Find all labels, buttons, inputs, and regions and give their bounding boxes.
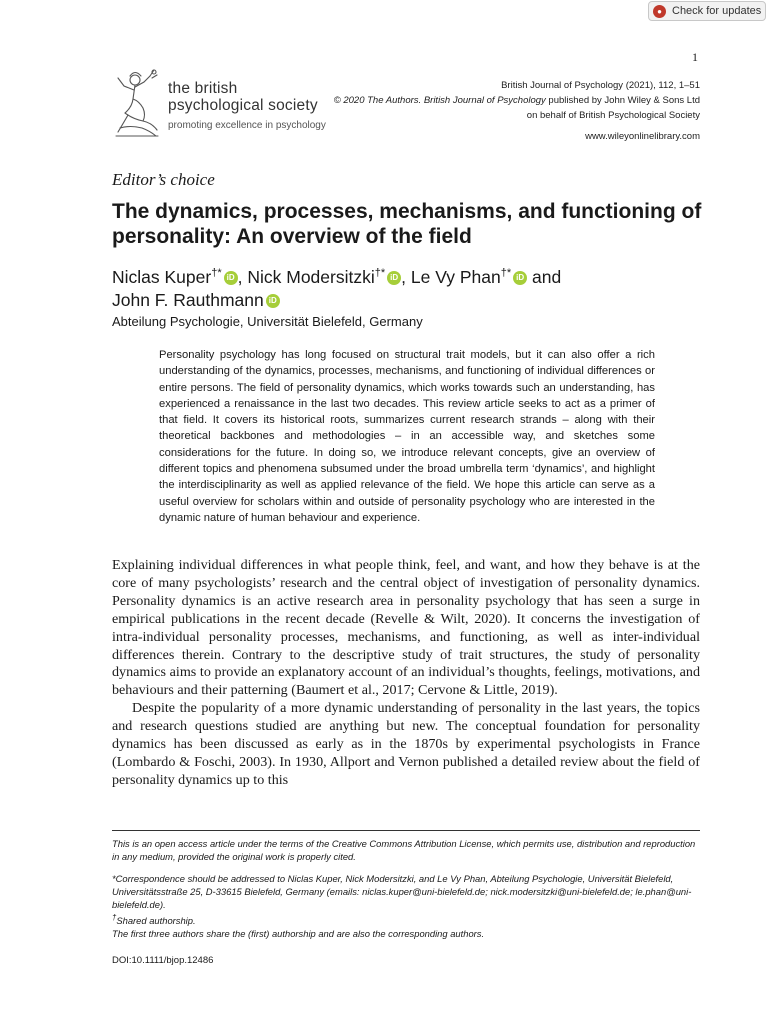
copyright-prefix: © 2020 The Authors.: [333, 95, 424, 106]
orcid-icon[interactable]: iD: [224, 271, 238, 285]
orcid-icon[interactable]: iD: [513, 271, 527, 285]
page-number: 1: [692, 50, 698, 64]
author-mark: †*: [374, 267, 386, 279]
bps-logo: [108, 66, 348, 141]
logo-line1: the british: [168, 80, 238, 97]
license-note: This is an open access article under the terms of the Creative Commons Attribution License, which permits use, distribution and reproduction in any medium, provided the original work is properly cited.: [112, 838, 696, 862]
author-name[interactable]: Niclas Kuper: [112, 266, 212, 287]
author-name[interactable]: Nick Modersitzki: [247, 266, 375, 287]
author-mark: †*: [500, 267, 512, 279]
journal-info: [334, 78, 700, 144]
author-list: Niclas Kuper†* iD , Nick Modersitzki†* iD , Le Vy Phan†* iD and John F. Rauthmann iD: [112, 266, 562, 310]
shared-mark: †: [112, 913, 117, 922]
copyright-journal: British Journal of Psychology: [423, 95, 546, 106]
correspondence-note: *Correspondence should be addressed to Niclas Kuper, Nick Modersitzki, and Le Vy Phan, Abteilung Psychologie, Universität Bielefeld, Universitätsstraße 25, D-33615 Bielefeld, Germany (emails: niclas.kuper@uni-bielefeld.de; nick.modersitzki@uni-bielefeld.de; le.phan@uni-bielefeld.de).: [112, 873, 692, 910]
check-for-updates-label: Check for updates: [672, 5, 762, 17]
copyright-suffix: published by John Wiley & Sons Ltd: [545, 95, 700, 106]
author-and: and: [532, 266, 562, 287]
journal-url[interactable]: www.wileyonlinelibrary.com: [585, 131, 700, 142]
section-label: Editor’s choice: [112, 170, 215, 189]
body-paragraph: Despite the popularity of a more dynamic understanding of personality in the last years, the topics and research questions studied are anything but new. The conceptual foundation for personality dynamics has been discussed as early as in the 1870s by experimental psychologists in France (Lombardo & Foschi, 2003). In 1930, Allport and Vernon published a detailed review about the field of personality dynamics up to this: [112, 700, 700, 788]
check-for-updates-button[interactable]: [648, 1, 766, 21]
body-paragraph: Explaining individual differences in what people think, feel, and want, and how they behave is at the core of many psychologists’ research and the central object of investigation of personality dynamics. Personality dynamics is an active research area in personality psychology that has seen a surge in empirical publications in the recent decade (Revelle & Wilt, 2020). It concerns the investigation of intra-individual personality processes, mechanisms, and functioning, as well as inter-individual differences therein. Contrary to the descriptive study of trait structures, the study of personality dynamics aims to provide an explanatory account of an individual’s thoughts, feelings, motivations, and behaviours and their patterning (Baumert et al., 2017; Cervone & Little, 2019).: [112, 557, 700, 699]
first-authors-note: The first three authors share the (first) authorship and are also the corresponding authors.: [112, 928, 485, 940]
author-mark: †*: [211, 267, 222, 279]
abstract: Personality psychology has long focused on structural trait models, but it can also offer a rich understanding of the dynamics, processes, mechanisms, and functioning of individual differences or entire persons. The field of personality dynamics, which works towards such an understanding, has experienced a renaissance in the last two decades. This review article seeks to act as a primer of that field. It covers its historical roots, summarizes current research strands – along with their theoretical backbones and methodologies – in an accessible way, and sketches some considerations for the future. In doing so, we introduce relevant concepts, give an overview of different topics and phenomena subsumed under the broad umbrella term ‘dynamics’, and highlight the interdisciplinarity as well as applied relevance of the field. We hope this article can serve as a useful overview for scholars within and outside of personality psychology who are interested in the dynamic nature of human behaviour and experience.: [159, 349, 655, 524]
affiliation: Abteilung Psychologie, Universität Bielefeld, Germany: [112, 314, 423, 329]
bps-figure-icon: [108, 66, 164, 140]
footer-divider: [112, 830, 700, 831]
author-name[interactable]: John F. Rauthmann: [112, 289, 264, 310]
logo-tagline: promoting excellence in psychology: [168, 120, 326, 131]
orcid-icon[interactable]: iD: [266, 294, 280, 308]
doi[interactable]: DOI:10.1111/bjop.12486: [112, 955, 214, 966]
journal-citation: British Journal of Psychology (2021), 112, 1–51: [501, 80, 700, 91]
body-text: [112, 557, 700, 790]
shared-authorship-text: Shared authorship.: [116, 915, 196, 927]
journal-copyright: [334, 93, 700, 108]
orcid-icon[interactable]: iD: [387, 271, 401, 285]
update-badge-icon: ●: [653, 5, 666, 18]
journal-behalf: on behalf of British Psychological Society: [526, 110, 700, 121]
shared-authorship-note: [112, 911, 700, 927]
article-title: The dynamics, processes, mechanisms, and functioning of personality: An overview of the field: [112, 200, 702, 248]
footnotes: [112, 837, 700, 940]
author-name[interactable]: Le Vy Phan: [410, 266, 501, 287]
logo-line2: psychological society: [168, 97, 318, 114]
